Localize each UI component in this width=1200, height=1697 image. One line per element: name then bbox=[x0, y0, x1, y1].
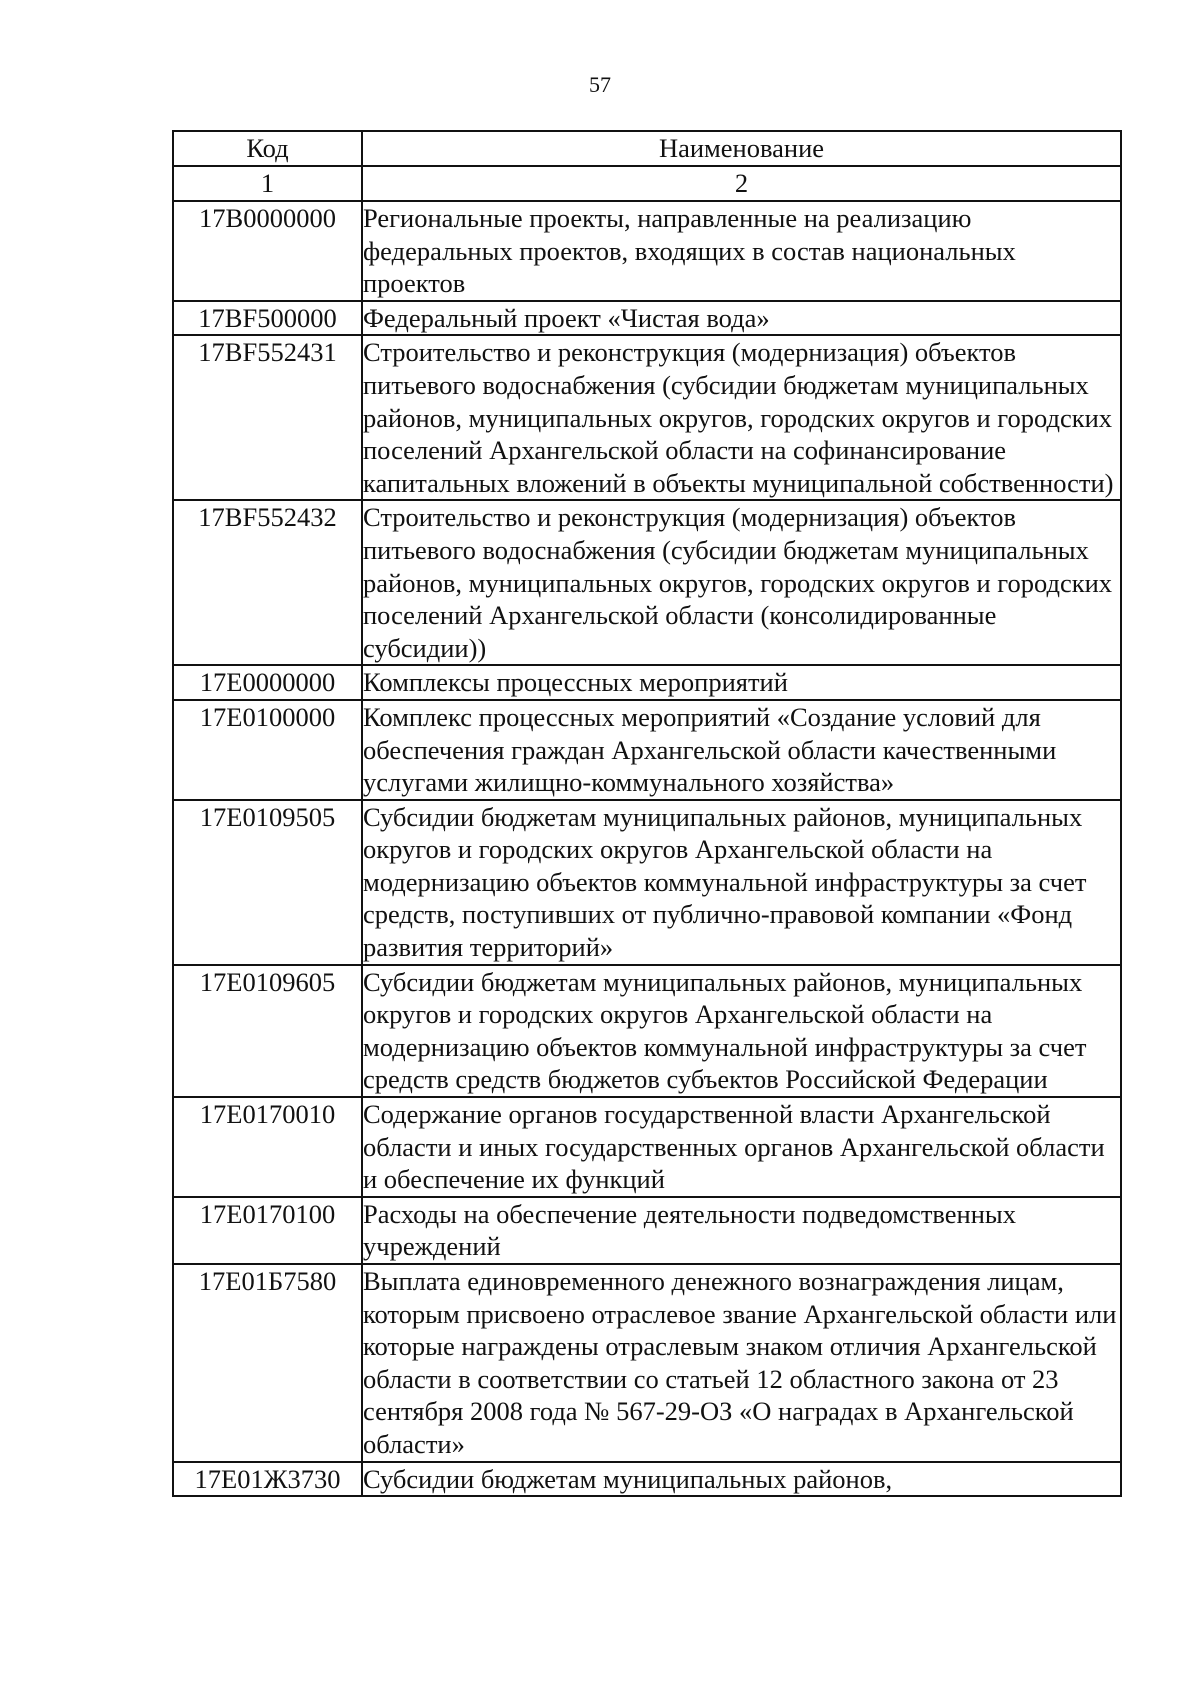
row-code: 17ВF552432 bbox=[173, 500, 362, 665]
table-row bbox=[173, 665, 1121, 700]
row-code: 17Е01Ж3730 bbox=[173, 1462, 362, 1497]
table-row bbox=[173, 1462, 1121, 1497]
row-code: 17Е01Б7580 bbox=[173, 1264, 362, 1462]
table-row bbox=[173, 335, 1121, 500]
table-row bbox=[173, 1097, 1121, 1197]
row-code: 17Е0170010 bbox=[173, 1097, 362, 1197]
page-number: 57 bbox=[589, 72, 611, 97]
table-row bbox=[173, 800, 1121, 965]
row-code: 17Е0000000 bbox=[173, 665, 362, 700]
budget-codes-table bbox=[172, 130, 1122, 1497]
row-name: Субсидии бюджетам муниципальных районов, муниципальных округов и городских округов Архангельской области на модернизацию объектов коммунальной инфраструктуры за счет средств, поступивших от публично-правовой компании «Фонд развития территорий» bbox=[362, 800, 1121, 965]
table-header-row bbox=[173, 131, 1121, 166]
row-name: Комплексы процессных мероприятий bbox=[362, 665, 1121, 700]
row-name: Выплата единовременного денежного вознаграждения лицам, которым присвоено отраслевое звание Архангельской области или которые награждены отраслевым знаком отличия Архангельской области в соответствии со статьей 12 областного закона от 23 сентября 2008 года № 567-29-ОЗ «О наградах в Архангельской области» bbox=[362, 1264, 1121, 1462]
row-code: 17Е0109605 bbox=[173, 965, 362, 1097]
column-numbers-row bbox=[173, 166, 1121, 201]
row-code: 17Е0109505 bbox=[173, 800, 362, 965]
table-row bbox=[173, 500, 1121, 665]
row-name: Региональные проекты, направленные на реализацию федеральных проектов, входящих в состав национальных проектов bbox=[362, 201, 1121, 301]
row-name: Комплекс процессных мероприятий «Создание условий для обеспечения граждан Архангельской области качественными услугами жилищно-коммунального хозяйства» bbox=[362, 700, 1121, 800]
row-code: 17В0000000 bbox=[173, 201, 362, 301]
header-code: Код bbox=[173, 131, 362, 166]
table-row bbox=[173, 1264, 1121, 1462]
row-code: 17Е0100000 bbox=[173, 700, 362, 800]
row-code: 17Е0170100 bbox=[173, 1197, 362, 1264]
column-number-name: 2 bbox=[362, 166, 1121, 201]
table-row bbox=[173, 965, 1121, 1097]
table-row bbox=[173, 301, 1121, 336]
row-name: Субсидии бюджетам муниципальных районов, bbox=[362, 1462, 1121, 1497]
table-row bbox=[173, 700, 1121, 800]
row-name: Субсидии бюджетам муниципальных районов, муниципальных округов и городских округов Архангельской области на модернизацию объектов коммунальной инфраструктуры за счет средств средств бюджетов субъектов Российской Федерации bbox=[362, 965, 1121, 1097]
row-code: 17ВF552431 bbox=[173, 335, 362, 500]
header-name: Наименование bbox=[362, 131, 1121, 166]
row-name: Расходы на обеспечение деятельности подведомственных учреждений bbox=[362, 1197, 1121, 1264]
column-number-code: 1 bbox=[173, 166, 362, 201]
row-name: Строительство и реконструкция (модернизация) объектов питьевого водоснабжения (субсидии бюджетам муниципальных районов, муниципальных округов, городских округов и городских поселений Архангельской области (консолидированные субсидии)) bbox=[362, 500, 1121, 665]
row-name: Федеральный проект «Чистая вода» bbox=[362, 301, 1121, 336]
row-code: 17ВF500000 bbox=[173, 301, 362, 336]
row-name: Содержание органов государственной власти Архангельской области и иных государственных органов Архангельской области и обеспечение их функций bbox=[362, 1097, 1121, 1197]
row-name: Строительство и реконструкция (модернизация) объектов питьевого водоснабжения (субсидии бюджетам муниципальных районов, муниципальных округов, городских округов и городских поселений Архангельской области на софинансирование капитальных вложений в объекты муниципальной собственности) bbox=[362, 335, 1121, 500]
table-row bbox=[173, 1197, 1121, 1264]
table-row bbox=[173, 201, 1121, 301]
